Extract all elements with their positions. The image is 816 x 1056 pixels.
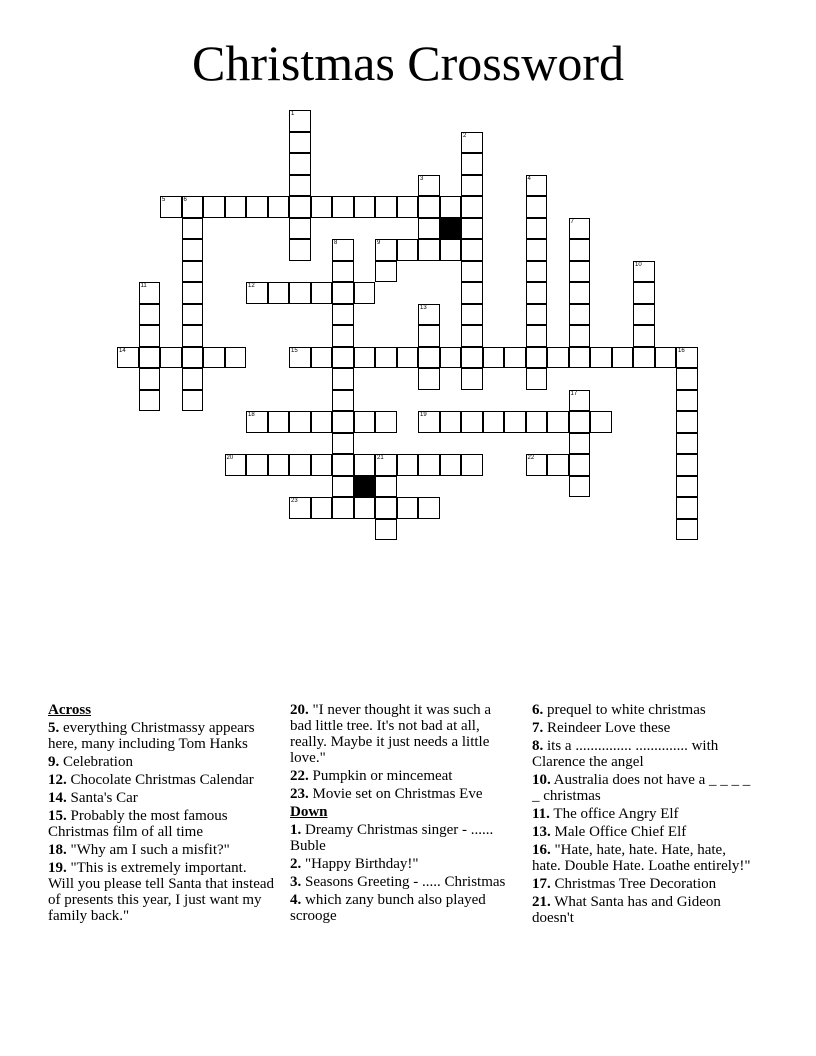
grid-cell[interactable]: [569, 433, 591, 455]
grid-cell[interactable]: [354, 497, 376, 519]
grid-cell[interactable]: [440, 411, 462, 433]
clue-number: 22.: [290, 768, 309, 784]
clue-number: 6.: [532, 702, 544, 718]
grid-cell[interactable]: [569, 411, 591, 433]
clue-text: Reindeer Love these: [543, 720, 671, 736]
grid-cell[interactable]: [354, 347, 376, 369]
grid-cell[interactable]: [289, 282, 311, 304]
grid-cell[interactable]: [418, 368, 440, 390]
grid-cell[interactable]: [139, 282, 161, 304]
grid-cell[interactable]: [526, 196, 548, 218]
grid-cell[interactable]: [418, 175, 440, 197]
grid-cell[interactable]: [461, 196, 483, 218]
clue-item: [48, 808, 274, 840]
cell-number: 22: [527, 455, 535, 461]
clue-item: [532, 894, 754, 926]
clue-item: [532, 702, 754, 718]
grid-cell[interactable]: [461, 132, 483, 154]
clue-number: 3.: [290, 874, 302, 890]
grid-cell[interactable]: [526, 325, 548, 347]
grid-cell[interactable]: [332, 497, 354, 519]
grid-cell[interactable]: [418, 196, 440, 218]
grid-cell[interactable]: [375, 497, 397, 519]
cell-number: 6: [183, 197, 187, 203]
grid-cell[interactable]: [397, 347, 419, 369]
grid-cell[interactable]: [289, 347, 311, 369]
clue-item: [290, 892, 512, 924]
grid-cell[interactable]: [676, 476, 698, 498]
grid-cell[interactable]: [676, 454, 698, 476]
clue-text: What Santa has and Gideon doesn't: [532, 894, 721, 926]
grid-cell[interactable]: [332, 304, 354, 326]
clue-item: [532, 720, 754, 736]
grid-cell[interactable]: [483, 411, 505, 433]
page-title: Christmas Crossword: [192, 35, 624, 91]
clue-text: Probably the most famous Christmas film of all time: [48, 808, 228, 840]
grid-cell[interactable]: [569, 282, 591, 304]
grid-cell[interactable]: [461, 325, 483, 347]
grid-cell[interactable]: [633, 282, 655, 304]
grid-cell[interactable]: [440, 347, 462, 369]
grid-cell[interactable]: [547, 347, 569, 369]
grid-cell[interactable]: [461, 454, 483, 476]
grid-cell[interactable]: [526, 304, 548, 326]
grid-cell[interactable]: [569, 239, 591, 261]
grid-cell[interactable]: [225, 347, 247, 369]
clue-item: [48, 842, 274, 858]
grid-cell[interactable]: [182, 304, 204, 326]
grid-cell[interactable]: [375, 519, 397, 541]
grid-cell[interactable]: [332, 282, 354, 304]
clues-column-3: [532, 702, 754, 928]
grid-cell[interactable]: [440, 196, 462, 218]
grid-cell[interactable]: [418, 218, 440, 240]
grid-cell[interactable]: [397, 196, 419, 218]
grid-cell[interactable]: [375, 347, 397, 369]
clue-item: [532, 772, 754, 804]
cell-number: 9: [377, 240, 381, 246]
grid-cell[interactable]: [569, 347, 591, 369]
grid-cell[interactable]: [526, 411, 548, 433]
grid-cell[interactable]: [655, 347, 677, 369]
grid-cell[interactable]: [569, 304, 591, 326]
grid-cell[interactable]: [676, 519, 698, 541]
grid-cell[interactable]: [461, 304, 483, 326]
clue-number: 2.: [290, 856, 302, 872]
grid-cell[interactable]: [461, 218, 483, 240]
grid-cell[interactable]: [246, 196, 268, 218]
clue-text: Movie set on Christmas Eve: [308, 786, 483, 802]
clue-item: [532, 824, 754, 840]
grid-cell[interactable]: [569, 218, 591, 240]
grid-cell[interactable]: [676, 347, 698, 369]
cell-number: 1: [291, 111, 295, 117]
clue-number: 21.: [532, 894, 551, 910]
cell-number: 15: [291, 347, 298, 354]
grid-cell[interactable]: [633, 347, 655, 369]
grid-cell[interactable]: [289, 497, 311, 519]
clue-text: its a ............... .............. with Clarence the angel: [532, 738, 719, 770]
grid-cell[interactable]: [182, 390, 204, 412]
clue-number: 5.: [48, 720, 60, 736]
grid-cell[interactable]: [182, 239, 204, 261]
grid-cell[interactable]: [483, 347, 505, 369]
grid-cell[interactable]: [440, 454, 462, 476]
cell-number: 12: [248, 283, 255, 289]
grid-cell[interactable]: [225, 196, 247, 218]
grid-cell[interactable]: [225, 454, 247, 476]
cell-number: 8: [334, 240, 338, 246]
grid-cell[interactable]: [354, 282, 376, 304]
clue-text: Australia does not have a _ _ _ _ _ christmas: [532, 772, 751, 804]
grid-cell[interactable]: [332, 368, 354, 390]
clue-text: "Hate, hate, hate. Hate, hate, hate. Double Hate. Loathe entirely!": [532, 842, 751, 874]
grid-cell[interactable]: [461, 239, 483, 261]
clue-text: "I never thought it was such a bad little tree. It's not bad at all, really. Maybe it just needs a little love.": [290, 702, 492, 766]
grid-cell[interactable]: [504, 411, 526, 433]
grid-cell[interactable]: [397, 497, 419, 519]
clue-text: Seasons Greeting - ..... Christmas: [301, 874, 506, 890]
clue-text: Pumpkin or mincemeat: [308, 768, 453, 784]
clue-text: The office Angry Elf: [549, 806, 679, 822]
cell-number: 18: [248, 412, 255, 418]
grid-cell[interactable]: [375, 239, 397, 261]
grid-cell[interactable]: [332, 325, 354, 347]
grid-cell[interactable]: [289, 196, 311, 218]
clue-number: 18.: [48, 842, 67, 858]
clue-text: "This is extremely important. Will you please tell Santa that instead of presents this year, I just want my family back.": [48, 860, 275, 924]
grid-cell[interactable]: [526, 282, 548, 304]
clues-column-1: [48, 702, 274, 926]
clue-text: "Happy Birthday!": [301, 856, 419, 872]
grid-cell[interactable]: [569, 390, 591, 412]
down-heading: Down: [290, 804, 328, 820]
grid-cell[interactable]: [182, 218, 204, 240]
grid-cell[interactable]: [246, 411, 268, 433]
clue-text: which zany bunch also played scrooge: [290, 892, 486, 924]
clue-number: 10.: [532, 772, 551, 788]
grid-cell[interactable]: [375, 261, 397, 283]
cell-number: 3: [420, 175, 424, 182]
clue-text: everything Christmassy appears here, many including Tom Hanks: [48, 720, 255, 752]
clue-number: 13.: [532, 824, 551, 840]
cell-number: 13: [420, 304, 427, 311]
grid-cell[interactable]: [268, 282, 290, 304]
grid-cell[interactable]: [160, 196, 182, 218]
grid-cell[interactable]: [547, 454, 569, 476]
grid-cell[interactable]: [311, 454, 333, 476]
clue-item: [48, 772, 274, 788]
grid-cell[interactable]: [440, 239, 462, 261]
grid-cell[interactable]: [117, 347, 139, 369]
grid-cell[interactable]: [182, 282, 204, 304]
grid-cell[interactable]: [526, 239, 548, 261]
grid-cell[interactable]: [547, 411, 569, 433]
grid-cell[interactable]: [676, 368, 698, 390]
grid-cell[interactable]: [354, 411, 376, 433]
grid-cell[interactable]: [375, 196, 397, 218]
grid-cell[interactable]: [311, 347, 333, 369]
grid-cell[interactable]: [569, 261, 591, 283]
cell-number: 20: [226, 455, 234, 461]
grid-cell[interactable]: [311, 497, 333, 519]
grid-cell[interactable]: [375, 411, 397, 433]
grid-cell[interactable]: [332, 239, 354, 261]
clue-number: 8.: [532, 738, 544, 754]
clue-item: [532, 842, 754, 874]
grid-cell[interactable]: [418, 454, 440, 476]
grid-cell[interactable]: [139, 325, 161, 347]
grid-cell[interactable]: [461, 411, 483, 433]
clue-number: 15.: [48, 808, 67, 824]
grid-cell[interactable]: [289, 132, 311, 154]
grid-cell[interactable]: [160, 347, 182, 369]
clue-text: Santa's Car: [66, 790, 138, 806]
clue-text: Chocolate Christmas Calendar: [66, 772, 254, 788]
grid-cell[interactable]: [633, 325, 655, 347]
grid-cell[interactable]: [676, 390, 698, 412]
grid-cell[interactable]: [311, 411, 333, 433]
clue-number: 23.: [290, 786, 309, 802]
black-square: [440, 218, 462, 240]
grid-cell[interactable]: [397, 239, 419, 261]
grid-cell[interactable]: [289, 153, 311, 175]
clue-number: 1.: [290, 822, 302, 838]
grid-cell[interactable]: [461, 368, 483, 390]
clue-number: 7.: [532, 720, 544, 736]
grid-cell[interactable]: [676, 497, 698, 519]
grid-cell[interactable]: [418, 347, 440, 369]
clue-item: [290, 822, 512, 854]
grid-cell[interactable]: [354, 196, 376, 218]
grid-cell[interactable]: [182, 196, 204, 218]
clue-item: [290, 768, 512, 784]
clue-item: [290, 702, 512, 766]
grid-cell[interactable]: [246, 282, 268, 304]
grid-cell[interactable]: [590, 347, 612, 369]
grid-cell[interactable]: [569, 454, 591, 476]
cell-number: 2: [463, 132, 467, 139]
clue-text: prequel to white christmas: [543, 702, 706, 718]
cell-number: 5: [162, 197, 166, 203]
clue-item: [532, 738, 754, 770]
grid-cell[interactable]: [289, 218, 311, 240]
grid-cell[interactable]: [246, 454, 268, 476]
black-square: [354, 476, 376, 498]
clue-text: Christmas Tree Decoration: [550, 876, 717, 892]
grid-cell[interactable]: [182, 368, 204, 390]
grid-cell[interactable]: [268, 411, 290, 433]
cell-number: 17: [570, 390, 578, 397]
grid-cell[interactable]: [569, 476, 591, 498]
grid-cell[interactable]: [311, 196, 333, 218]
grid-cell[interactable]: [418, 304, 440, 326]
grid-cell[interactable]: [139, 368, 161, 390]
grid-cell[interactable]: [268, 454, 290, 476]
clue-number: 11.: [532, 806, 550, 822]
clue-number: 16.: [532, 842, 551, 858]
grid-cell[interactable]: [332, 347, 354, 369]
grid-cell[interactable]: [203, 196, 225, 218]
grid-cell[interactable]: [332, 390, 354, 412]
grid-cell[interactable]: [375, 476, 397, 498]
grid-cell[interactable]: [332, 433, 354, 455]
clue-item: [48, 754, 274, 770]
grid-cell[interactable]: [418, 325, 440, 347]
grid-cell[interactable]: [569, 325, 591, 347]
grid-cell[interactable]: [633, 261, 655, 283]
grid-cell[interactable]: [332, 411, 354, 433]
grid-cell[interactable]: [461, 347, 483, 369]
clue-number: 17.: [532, 876, 551, 892]
clue-text: Male Office Chief Elf: [550, 824, 687, 840]
grid-cell[interactable]: [268, 196, 290, 218]
cell-number: 11: [140, 283, 147, 289]
grid-cell[interactable]: [203, 347, 225, 369]
grid-cell[interactable]: [332, 261, 354, 283]
grid-cell[interactable]: [311, 282, 333, 304]
grid-cell[interactable]: [590, 411, 612, 433]
cell-number: 23: [291, 498, 298, 504]
grid-cell[interactable]: [354, 454, 376, 476]
clue-item: [48, 860, 274, 924]
grid-cell[interactable]: [289, 110, 311, 132]
grid-cell[interactable]: [676, 411, 698, 433]
clues-column-2: [290, 702, 512, 926]
grid-cell[interactable]: [676, 433, 698, 455]
clue-item: [290, 786, 512, 802]
clue-text: Dreamy Christmas singer - ...... Buble: [290, 822, 494, 854]
grid-cell[interactable]: [332, 454, 354, 476]
grid-cell[interactable]: [612, 347, 634, 369]
grid-cell[interactable]: [504, 347, 526, 369]
grid-cell[interactable]: [418, 239, 440, 261]
clue-item: [48, 790, 274, 806]
clue-number: 19.: [48, 860, 67, 876]
cell-number: 21: [377, 455, 384, 461]
grid-cell[interactable]: [526, 368, 548, 390]
grid-cell[interactable]: [633, 304, 655, 326]
clue-item: [290, 856, 512, 872]
grid-cell[interactable]: [526, 347, 548, 369]
cell-number: 4: [527, 175, 531, 182]
grid-cell[interactable]: [182, 325, 204, 347]
cell-number: 19: [420, 412, 427, 418]
clue-text: "Why am I such a misfit?": [66, 842, 230, 858]
grid-cell[interactable]: [182, 347, 204, 369]
grid-cell[interactable]: [461, 261, 483, 283]
clue-number: 14.: [48, 790, 67, 806]
grid-cell[interactable]: [289, 239, 311, 261]
clue-item: [48, 720, 274, 752]
grid-cell[interactable]: [461, 175, 483, 197]
grid-cell[interactable]: [332, 196, 354, 218]
clue-number: 4.: [290, 892, 302, 908]
clue-item: [532, 876, 754, 892]
grid-cell[interactable]: [375, 454, 397, 476]
grid-cell[interactable]: [418, 411, 440, 433]
grid-cell[interactable]: [289, 175, 311, 197]
cell-number: 7: [570, 218, 574, 225]
grid-cell[interactable]: [182, 261, 204, 283]
clue-number: 12.: [48, 772, 67, 788]
clue-item: [532, 806, 754, 822]
grid-cell[interactable]: [461, 282, 483, 304]
grid-cell[interactable]: [526, 261, 548, 283]
clue-number: 9.: [48, 754, 60, 770]
grid-cell[interactable]: [461, 153, 483, 175]
grid-cell[interactable]: [139, 304, 161, 326]
grid-cell[interactable]: [397, 454, 419, 476]
grid-cell[interactable]: [139, 347, 161, 369]
grid-cell[interactable]: [289, 411, 311, 433]
cell-number: 16: [678, 347, 685, 354]
cell-number: 14: [119, 347, 126, 354]
grid-cell[interactable]: [526, 175, 548, 197]
grid-cell[interactable]: [289, 454, 311, 476]
clue-number: 20.: [290, 702, 309, 718]
grid-cell[interactable]: [418, 497, 440, 519]
clue-item: [290, 874, 512, 890]
grid-cell[interactable]: [139, 390, 161, 412]
grid-cell[interactable]: [526, 454, 548, 476]
grid-cell[interactable]: [526, 218, 548, 240]
across-heading: Across: [48, 702, 92, 718]
cell-number: 10: [635, 261, 642, 268]
clue-text: Celebration: [59, 754, 133, 770]
grid-cell[interactable]: [332, 476, 354, 498]
